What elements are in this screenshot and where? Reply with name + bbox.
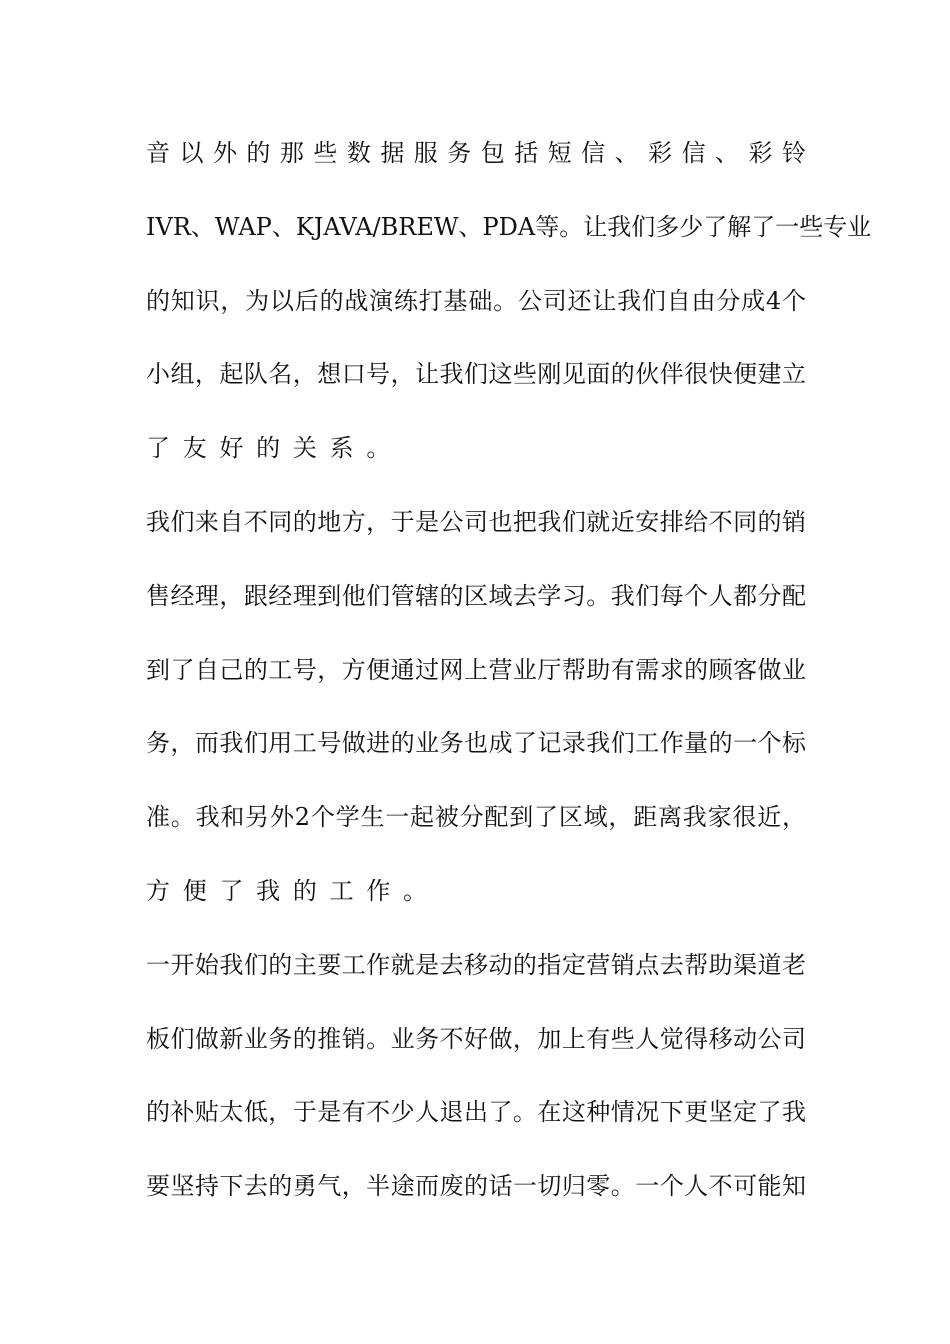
- text-line: 音以外的那些数据服务包括短信、彩信、彩铃: [146, 139, 806, 167]
- text-line: 售经理，跟经理到他们管辖的区域去学习。我们每个人都分配: [146, 581, 806, 610]
- text-line: 一开始我们的主要工作就是去移动的指定营销点去帮助渠道老: [146, 950, 806, 979]
- text-line: 的知识，为以后的战演练打基础。公司还让我们自由分成4个: [146, 286, 806, 315]
- text-line: 我们来自不同的地方，于是公司也把我们就近安排给不同的销: [146, 507, 806, 536]
- text-line: 务，而我们用工号做进的业务也成了记录我们工作量的一个标: [146, 729, 806, 758]
- text-line: IVR、WAP、KJAVA/BREW、PDA等。让我们多少了解了一些专业: [146, 212, 872, 241]
- text-line: 小组，起队名，想口号，让我们这些刚见面的伙伴很快便建立: [146, 360, 806, 389]
- text-line: 到了自己的工号，方便通过网上营业厅帮助有需求的顾客做业: [146, 655, 806, 684]
- text-line: 的补贴太低，于是有不少人退出了。在这种情况下更坚定了我: [146, 1098, 806, 1127]
- text-line: 板们做新业务的推销。业务不好做，加上有些人觉得移动公司: [146, 1024, 806, 1053]
- text-line: 准。我和另外2个学生一起被分配到了区域，距离我家很近，: [146, 803, 806, 832]
- body-text: [146, 134, 872, 1241]
- text-line: 要坚持下去的勇气，半途而废的话一切归零。一个人不可能知: [146, 1172, 806, 1201]
- text-line: 方便了我的工作。: [146, 876, 440, 905]
- text-line: 了友好的关系。: [146, 434, 404, 463]
